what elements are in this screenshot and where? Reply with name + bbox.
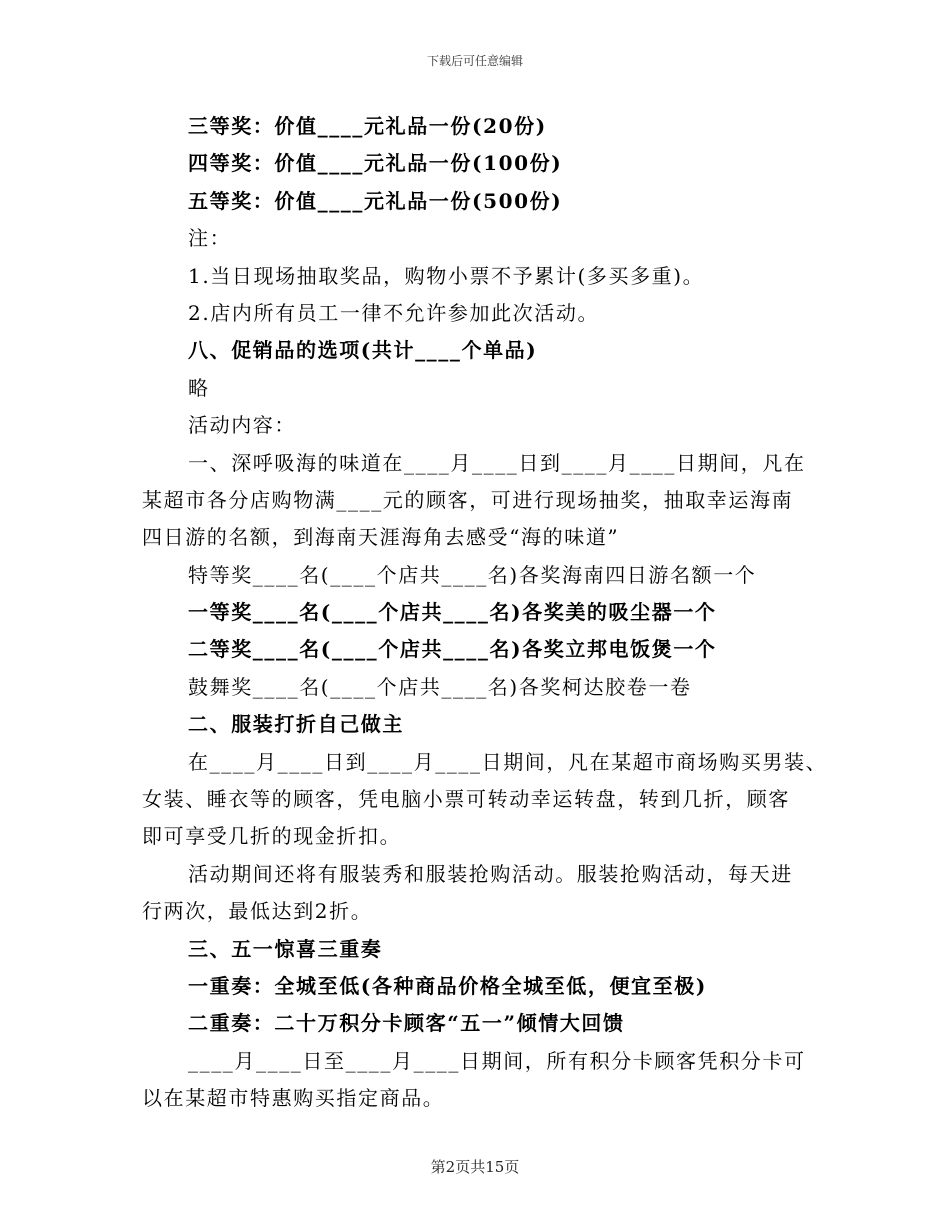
heading-line: 二重奏：二十万积分卡顾客“五一”倾情大回馈 (188, 1011, 625, 1036)
heading-line: 二等奖____名(____个店共____名)各奖立邦电饭煲一个 (188, 637, 717, 662)
text-line: 在____月____日到____月____日期间，凡在某超市商场购买男装、 (188, 749, 828, 774)
heading-line: 一重奏：全城至低(各种商品价格全城至低，便宜至极) (188, 973, 707, 998)
text-line: 1.当日现场抽取奖品，购物小票不予累计(多买多重)。 (188, 263, 705, 288)
text-line: 四日游的名额，到海南天涯海角去感受“海的味道” (142, 525, 620, 550)
heading-line: 八、促销品的选项(共计____个单品) (188, 338, 538, 363)
text-line: 某超市各分店购物满____元的顾客，可进行现场抽奖，抽取幸运海南 (142, 487, 794, 512)
text-line: 一、深呼吸海的味道在____月____日到____月____日期间，凡在 (188, 450, 806, 475)
text-line: 以在某超市特惠购买指定商品。 (142, 1086, 445, 1111)
page-header-note: 下载后可任意编辑 (426, 54, 523, 68)
heading-line: 一等奖____名(____个店共____名)各奖美的吸尘器一个 (188, 600, 717, 625)
text-line: ____月____日至____月____日期间，所有积分卡顾客凭积分卡可 (188, 1048, 806, 1073)
page-footer: 第2页共15页 (430, 1158, 520, 1176)
text-line: 活动内容： (188, 413, 296, 438)
text-line: 即可享受几折的现金折扣。 (142, 824, 402, 849)
text-line: 2.店内所有员工一律不允许参加此次活动。 (188, 300, 600, 325)
heading-line: 三等奖：价值____元礼品一份(20份) (188, 114, 547, 138)
heading-line: 五等奖：价值____元礼品一份(500份) (188, 188, 563, 213)
text-line: 女装、睡衣等的顾客，凭电脑小票可转动幸运转盘，转到几折，顾客 (142, 787, 790, 812)
document-body (142, 108, 828, 1118)
heading-line: 二、服装打折自己做主 (188, 712, 404, 737)
text-line: 活动期间还将有服装秀和服装抢购活动。服装抢购活动，每天进 (188, 861, 793, 886)
text-line: 特等奖____名(____个店共____名)各奖海南四日游名额一个 (188, 562, 757, 587)
text-line: 鼓舞奖____名(____个店共____名)各奖柯达胶卷一卷 (188, 674, 692, 699)
text-line: 略 (188, 375, 210, 400)
text-line: 注： (188, 226, 232, 251)
heading-line: 四等奖：价值____元礼品一份(100份) (188, 151, 563, 176)
heading-line: 三、五一惊喜三重奏 (188, 936, 383, 961)
text-line: 行两次，最低达到2折。 (142, 899, 373, 924)
